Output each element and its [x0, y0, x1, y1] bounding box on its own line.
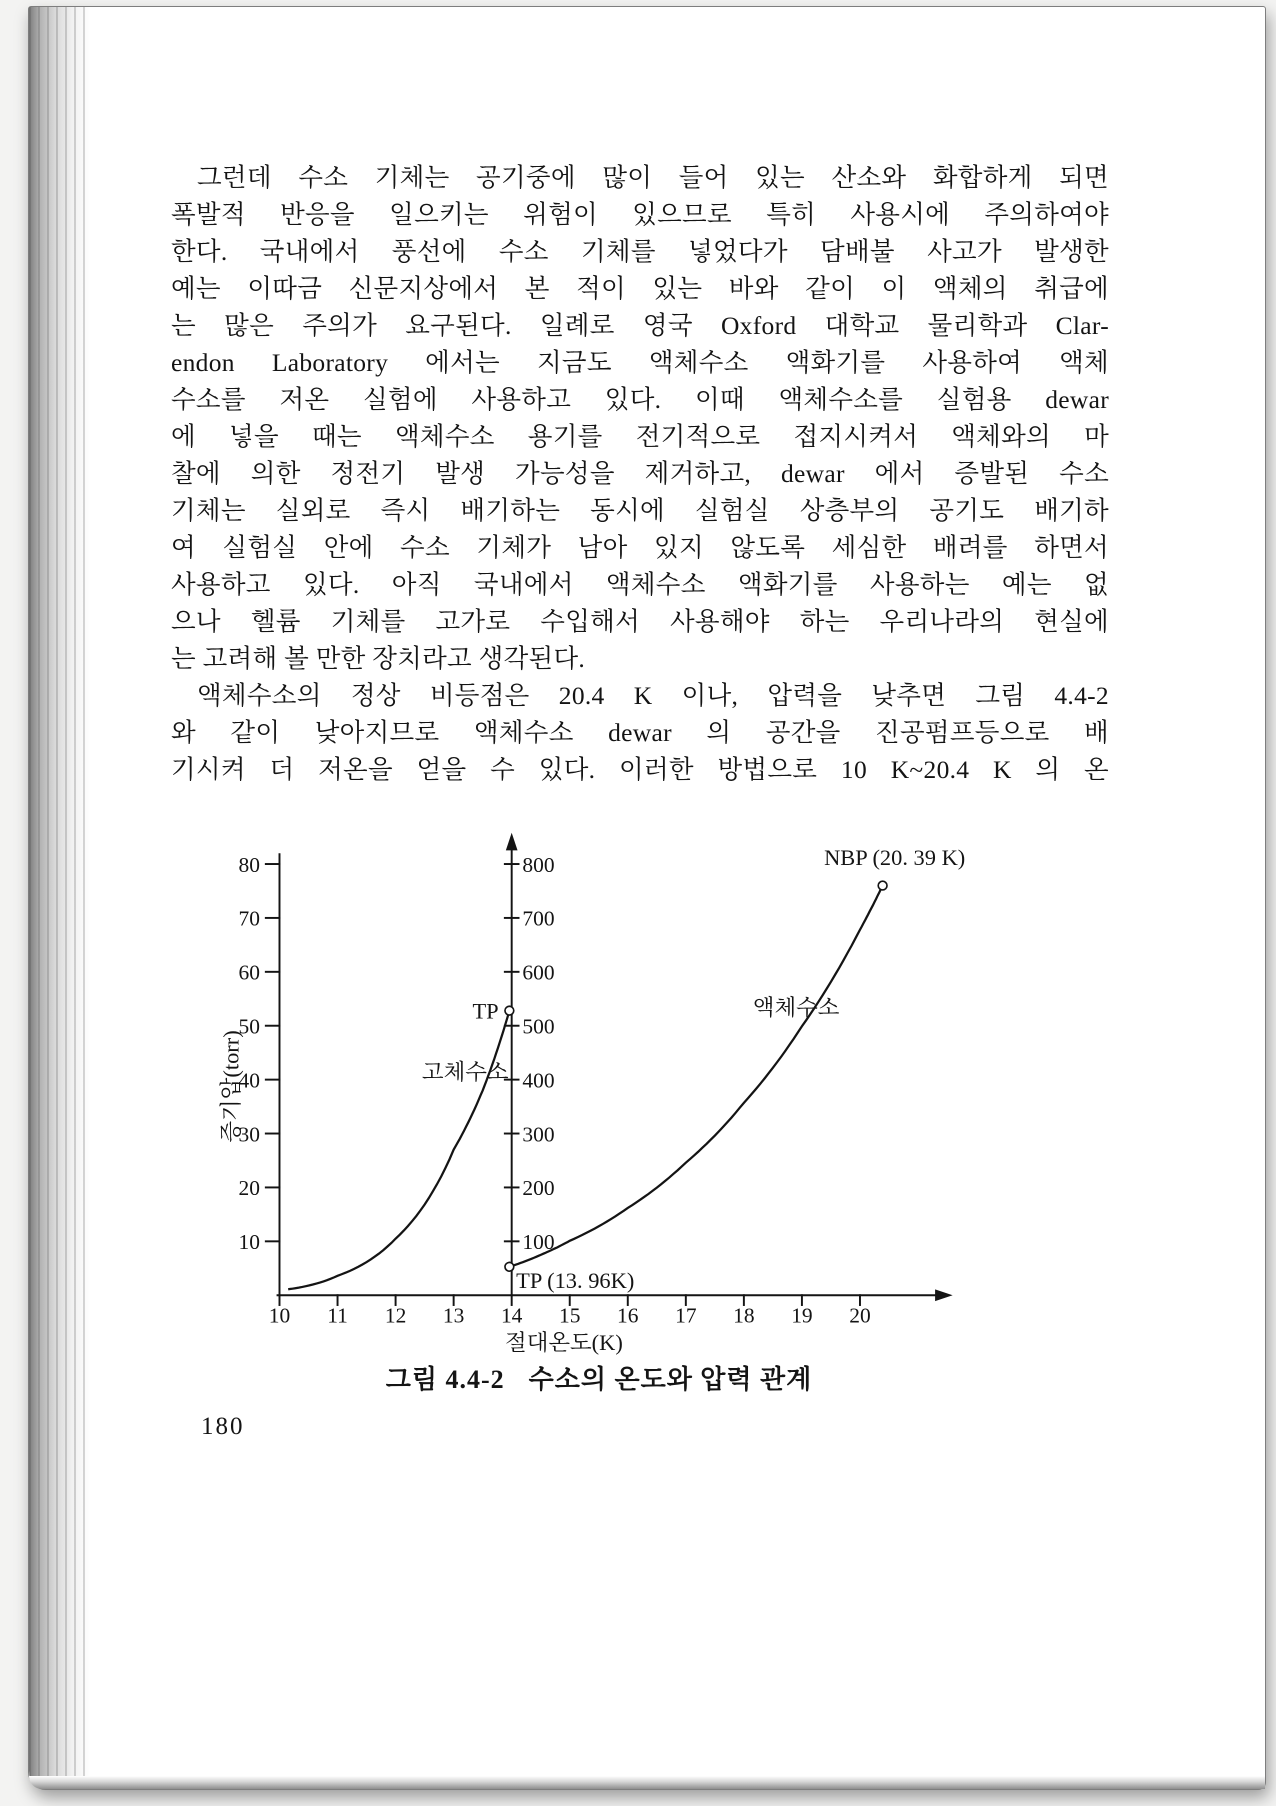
- text-line: 여 실험실 안에 수소 기체가 남아 있지 않도록 세심한 배려를 하면서: [171, 533, 1109, 562]
- left-tick-label: 30: [238, 1122, 260, 1147]
- figure-caption-text: 수소의 온도와 압력 관계: [528, 1365, 813, 1394]
- x-tick-label: 12: [384, 1303, 407, 1328]
- text-line: 기체는 실외로 즉시 배기하는 동시에 실험실 상층부의 공기도 배기하: [171, 496, 1109, 525]
- series-label: 액체수소: [752, 994, 840, 1020]
- paragraph: [171, 159, 1109, 677]
- left-tick-label: 50: [238, 1014, 260, 1039]
- inner-tick-label: 700: [522, 906, 555, 931]
- text-line: 찰에 의한 정전기 발생 가능성을 제거하고, dewar 에서 증발된 수소: [171, 459, 1109, 488]
- text-line: 으나 헬륨 기체를 고가로 수입해서 사용해야 하는 우리나라의 현실에: [171, 607, 1109, 636]
- annotation-label: TP (13. 96K): [516, 1268, 635, 1294]
- left-tick-label: 20: [238, 1176, 260, 1201]
- left-tick-label: 40: [238, 1068, 260, 1093]
- text-line: 그런데 수소 기체는 공기중에 많이 들어 있는 산소와 화합하게 되면: [197, 163, 1109, 192]
- x-tick-label: 16: [617, 1303, 639, 1328]
- inner-tick-label: 200: [522, 1176, 555, 1201]
- x-tick-label: 19: [791, 1303, 813, 1328]
- series-label: 고체수소: [421, 1059, 509, 1085]
- text-block: [171, 159, 1109, 788]
- text-line: 예는 이따금 신문지상에서 본 적이 있는 바와 같이 이 액체의 취급에: [171, 274, 1109, 303]
- inner-tick-label: 600: [522, 960, 555, 985]
- annotation-label: TP: [472, 998, 499, 1024]
- text-line: 액체수소의 정상 비등점은 20.4 K 이나, 압력을 낮추면 그림 4.4-2: [197, 681, 1109, 710]
- x-tick-label: 18: [733, 1303, 755, 1328]
- point-marker: [878, 881, 887, 890]
- figure-caption: [149, 1359, 1049, 1396]
- point-marker: [505, 1006, 514, 1015]
- text-line: 폭발적 반응을 일으키는 위험이 있으므로 특히 사용시에 주의하여야: [171, 200, 1109, 229]
- inner-tick-label: 500: [522, 1014, 555, 1039]
- text-line: 사용하고 있다. 아직 국내에서 액체수소 액화기를 사용하는 예는 없: [171, 570, 1109, 599]
- left-tick-label: 10: [238, 1230, 260, 1255]
- x-axis-arrow-icon: [935, 1289, 953, 1301]
- left-tick-label: 70: [238, 906, 260, 931]
- figure-chart: [219, 825, 1019, 1360]
- text-line: 는 많은 주의가 요구된다. 일례로 영국 Oxford 대학교 물리학과 Clar-: [171, 311, 1109, 340]
- x-tick-label: 20: [849, 1303, 871, 1328]
- text-line: endon Laboratory 에서는 지금도 액체수소 액화기를 사용하여 액체: [171, 348, 1109, 377]
- text-line: 에 넣을 때는 액체수소 용기를 전기적으로 접지시켜서 액체와의 마: [171, 422, 1109, 451]
- figure: [219, 825, 1019, 1360]
- left-tick-label: 60: [238, 960, 260, 985]
- inner-tick-label: 400: [522, 1068, 555, 1093]
- text-line: 수소를 저온 실험에 사용하고 있다. 이때 액체수소를 실험용 dewar: [171, 385, 1109, 414]
- text-line: 와 같이 낮아지므로 액체수소 dewar 의 공간을 진공펌프등으로 배: [171, 718, 1109, 747]
- inner-tick-label: 800: [522, 852, 555, 877]
- annotation-label: NBP (20. 39 K): [824, 845, 966, 871]
- pressure-temperature-chart: [219, 825, 1019, 1360]
- paragraph: [171, 677, 1109, 788]
- left-tick-label: 80: [238, 852, 260, 877]
- x-tick-label: 17: [675, 1303, 697, 1328]
- text-line: 한다. 국내에서 풍선에 수소 기체를 넣었다가 담배불 사고가 발생한: [171, 237, 1109, 266]
- left-axis-label: 증기압(torr): [219, 1030, 244, 1143]
- point-marker: [505, 1262, 514, 1271]
- x-tick-label: 10: [268, 1303, 291, 1328]
- inner-axis-arrow-icon: [506, 833, 518, 851]
- page-number: 180: [201, 1413, 245, 1440]
- curve-액체수소: [509, 886, 882, 1267]
- text-line: 기시켜 더 저온을 얻을 수 있다. 이러한 방법으로 10 K~20.4 K 의 온: [171, 755, 1109, 784]
- x-tick-label: 14: [500, 1303, 523, 1328]
- book-page: [28, 6, 1266, 1790]
- x-axis-label: 절대온도(K): [505, 1329, 623, 1355]
- book-edge-bottom: [29, 1776, 1265, 1789]
- figure-caption-label: 그림 4.4-2: [385, 1365, 505, 1394]
- x-tick-label: 11: [327, 1303, 348, 1328]
- x-tick-label: 15: [559, 1303, 581, 1328]
- inner-tick-label: 100: [522, 1230, 555, 1255]
- x-tick-label: 13: [442, 1303, 465, 1328]
- inner-tick-label: 300: [522, 1122, 555, 1147]
- book-edge-left: [29, 7, 91, 1789]
- text-line: 는 고려해 볼 만한 장치라고 생각된다.: [171, 644, 586, 673]
- curve-고체수소: [288, 1011, 509, 1290]
